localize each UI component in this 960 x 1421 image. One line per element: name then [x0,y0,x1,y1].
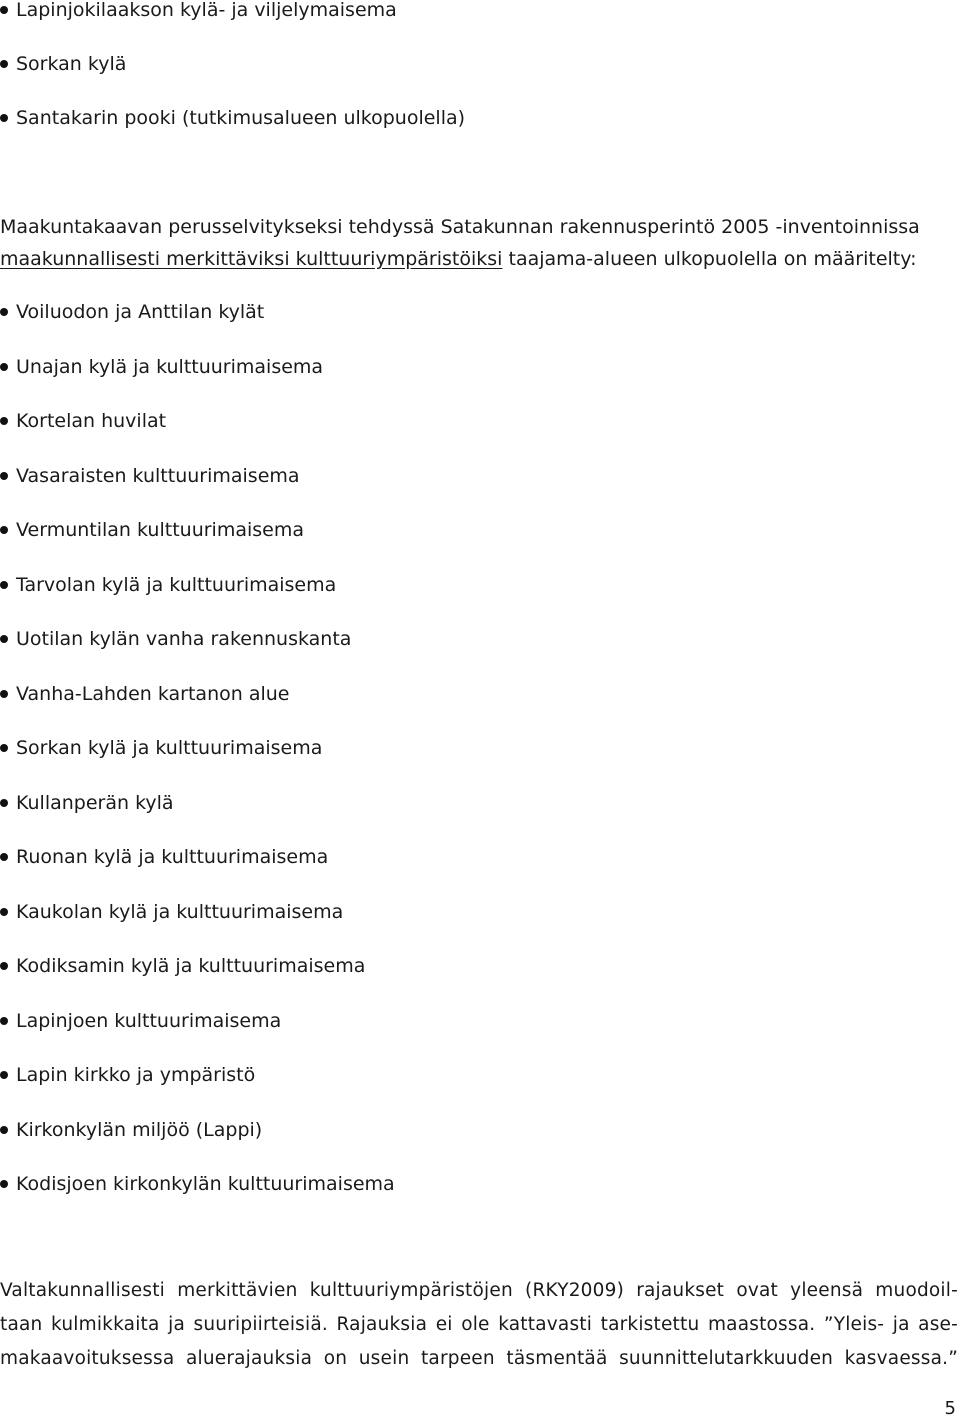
bullet-icon [0,908,8,916]
intro-line-2-rest: taajama-alueen ulkopuolella on määritelty: [502,248,917,270]
bullet-icon [0,744,8,752]
page-number: 5 [944,1398,956,1419]
bullet-icon [0,114,8,122]
list-item [0,681,289,707]
list-item-text: Unajan kylä ja kulttuurimaisema [16,356,324,378]
list-item [0,953,365,979]
list-item-text: Kirkonkylän miljöö (Lappi) [16,1119,263,1141]
list-item [0,299,264,325]
list-item [0,517,304,543]
list-item [0,1008,281,1034]
list-item [0,354,323,380]
bullet-icon [0,417,8,425]
intro-underlined-term: maakunnallisesti merkittäviksi kulttuuriympäristöiksi [0,248,503,270]
list-item-text: Vanha-Lahden kartanon alue [16,683,290,705]
list-item-text: Santakarin pooki (tutkimusalueen ulkopuolella) [16,107,466,129]
list-item [0,899,343,925]
closing-line-2: taan kulmikkaita ja suuripiirteisiä. Rajauksia ei ole kattavasti tarkistettu maastossa. ”Yleis- ja ase- [0,1314,958,1335]
bullet-icon [0,1126,8,1134]
list-item [0,1062,255,1088]
bullet-icon [0,60,8,68]
intro-paragraph [0,211,958,275]
list-item-text: Sorkan kylä [16,53,127,75]
bullet-icon [0,1071,8,1079]
bullet-icon [0,799,8,807]
closing-line-3: makaavoituksessa aluerajauksia on usein tarpeen täsmentää suunnittelutarkkuuden kasvaessa.” [0,1348,958,1369]
bullet-icon [0,1017,8,1025]
closing-paragraph [0,1274,958,1376]
bullet-icon [0,6,8,14]
intro-line-2 [0,243,958,275]
bullet-icon [0,1180,8,1188]
list-item-text: Kullanperän kylä [16,792,174,814]
list-item [0,1171,395,1197]
list-item [0,51,126,77]
list-item [0,790,174,816]
list-item-text: Lapin kirkko ja ympäristö [16,1064,256,1086]
list-item [0,572,336,598]
list-item-text: Lapinjoen kulttuurimaisema [16,1010,282,1032]
closing-line-1: Valtakunnallisesti merkittävien kulttuuriympäristöjen (RKY2009) rajaukset ovat yleensä muodoil- [0,1280,958,1301]
list-item-text: Vermuntilan kulttuurimaisema [16,519,304,541]
bullet-icon [0,308,8,316]
bullet-icon [0,526,8,534]
list-item-text: Kaukolan kylä ja kulttuurimaisema [16,901,344,923]
list-item [0,463,300,489]
list-item [0,844,328,870]
list-item-text: Voiluodon ja Anttilan kylät [16,301,265,323]
bullet-icon [0,581,8,589]
list-item [0,408,166,434]
list-item-text: Uotilan kylän vanha rakennuskanta [16,628,352,650]
list-item-text: Ruonan kylä ja kulttuurimaisema [16,846,329,868]
bullet-icon [0,363,8,371]
intro-line-1: Maakuntakaavan perusselvitykseksi tehdyssä Satakunnan rakennusperintö 2005 -inventoinnissa [0,216,920,238]
list-item [0,105,465,131]
bullet-icon [0,690,8,698]
list-item [0,0,397,23]
bullet-icon [0,962,8,970]
bullet-icon [0,472,8,480]
list-item [0,626,351,652]
list-item-text: Sorkan kylä ja kulttuurimaisema [16,737,323,759]
list-item-text: Lapinjokilaakson kylä- ja viljelymaisema [16,0,397,21]
list-item-text: Kortelan huvilat [16,410,167,432]
list-item-text: Kodisjoen kirkonkylän kulttuurimaisema [16,1173,395,1195]
list-item [0,1117,262,1143]
list-item-text: Kodiksamin kylä ja kulttuurimaisema [16,955,366,977]
list-item-text: Vasaraisten kulttuurimaisema [16,465,300,487]
list-item [0,735,322,761]
bullet-icon [0,635,8,643]
bullet-icon [0,853,8,861]
list-item-text: Tarvolan kylä ja kulttuurimaisema [16,574,337,596]
